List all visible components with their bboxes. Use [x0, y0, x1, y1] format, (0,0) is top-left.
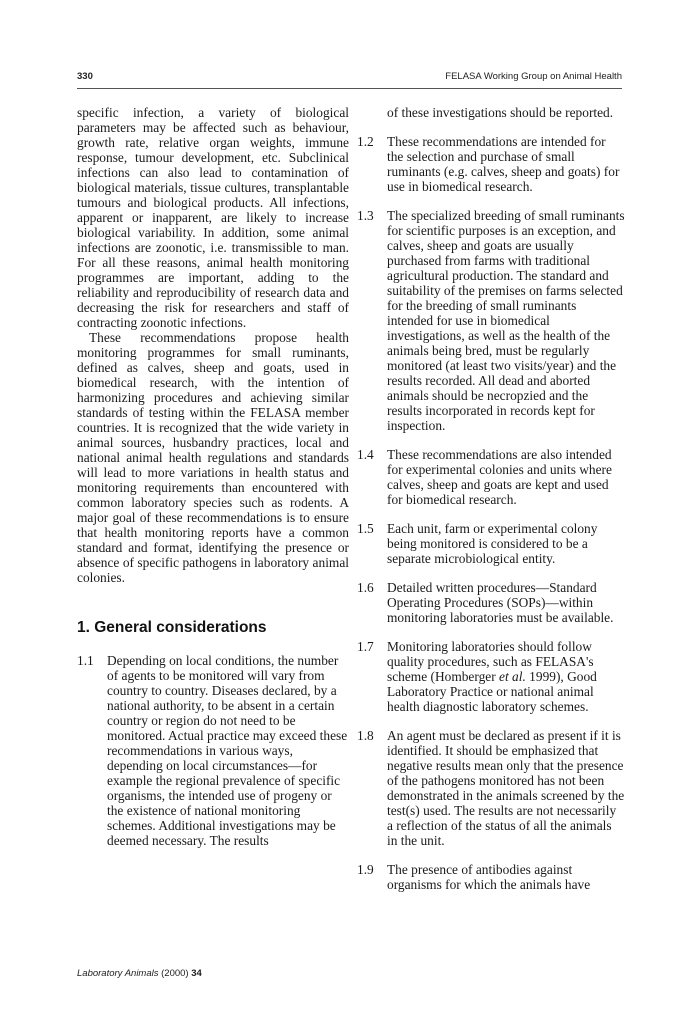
journal-name: Laboratory Animals: [77, 968, 159, 979]
item-number: 1.8: [357, 728, 374, 743]
item-text: The specialized breeding of small ruminants for scientific purposes is an exception, and calves, sheep and goats are usually purchased from farms with traditional agricultural production. The standard and suitability of the premises on farms selected for the breeding of small ruminants intended for use in biomedical investigations, as well as the health of the animals being bred, must be regularly monitored (at least two visits/year) and the results recorded. All dead and aborted animals should be necropzied and the results incorporated in records kept for inspection.: [387, 208, 625, 433]
list-item: [357, 521, 625, 566]
item-text: These recommendations are intended for the selection and purchase of small ruminants (e.g. calves, sheep and goats) for use in biomedical research.: [387, 134, 620, 194]
item-text: Depending on local conditions, the number of agents to be monitored will vary from country to country. Diseases declared, by a national authority, to be absent in a certain country or region do not need to be monitored. Actual practice may exceed these recommendations in various ways, depending on local circumstances—for example the regional prevalence of specific organisms, the intended use of progeny or the existence of national monitoring schemes. Additional investigations may be deemed necessary. The results: [107, 653, 348, 848]
item-text: Detailed written procedures—Standard Operating Procedures (SOPs)—within monitoring laboratories must be available.: [387, 580, 614, 625]
header-rule: [77, 88, 622, 89]
item-text: The presence of antibodies against organisms for which the animals have: [387, 862, 591, 892]
running-title: FELASA Working Group on Animal Health: [445, 71, 622, 82]
journal-year: (2000): [158, 968, 192, 979]
page-header: [77, 71, 622, 87]
section-heading: 1. General considerations: [77, 619, 267, 636]
item-text: An agent must be declared as present if it is identified. It should be emphasized that negative results mean only that the presence of the pathogens monitored has not been demonstrated in the animals screened by the test(s) used. The results are not necessarily a reflection of the status of all the animals in the unit.: [387, 728, 625, 848]
list-item: [357, 728, 625, 848]
item-number: 1.7: [357, 639, 374, 654]
item-text: Each unit, farm or experimental colony being monitored is considered to be a separate microbiological entity.: [387, 521, 598, 566]
list-item: [77, 653, 349, 848]
item-number: 1.4: [357, 447, 374, 462]
item-number: 1.9: [357, 862, 374, 877]
item-text: These recommendations are also intended for experimental colonies and units where calves, sheep and goats are kept and used for biomedical research.: [387, 447, 612, 507]
item-number: 1.3: [357, 208, 374, 223]
page-number: 330: [77, 71, 93, 82]
left-column: [77, 105, 349, 848]
list-item: [357, 580, 625, 625]
list-item: [357, 639, 625, 714]
page-footer: [77, 968, 202, 979]
list-item: [357, 862, 625, 892]
intro-paragraph-1: specific infection, a variety of biological parameters may be affected such as behaviour, growth rate, relative organ weights, immune response, tumour development, etc. Subclinical infections can also lead to contamination of biological materials, tissue cultures, transplantable tumours and biological products. All infections, apparent or inapparent, are likely to increase biological variability. In addition, some animal infections are zoonotic, i.e. transmissible to man. For all these reasons, animal health monitoring programmes are important, adding to the reliability and reproducibility of research data and decreasing the risk for researchers and staff of contracting zoonotic infections.: [77, 105, 349, 330]
item-number: 1.5: [357, 521, 374, 536]
item-number: 1.2: [357, 134, 374, 149]
intro-paragraph-2: These recommendations propose health monitoring programmes for small ruminants, defined as calves, sheep and goats, used in biomedical research, with the intention of harmonizing procedures and achieving similar standards of testing within the FELASA member countries. It is recognized that the wide variety in animal sources, husbandry practices, local and national animal health regulations and standards will lead to more variations in health status and monitoring requirements than encountered with common laboratory species such as rodents. A major goal of these recommendations is to ensure that health monitoring reports have a common standard and format, identifying the presence or absence of specific pathogens in laboratory animal colonies.: [77, 330, 349, 585]
journal-volume: 34: [191, 968, 202, 979]
item-text: of these investigations should be reported.: [387, 105, 614, 120]
item-number: 1.1: [77, 653, 94, 668]
list-item: [357, 447, 625, 507]
item-number: 1.6: [357, 580, 374, 595]
list-item: [357, 134, 625, 194]
list-item-continuation: [357, 105, 625, 120]
right-column: [357, 105, 625, 892]
list-item: [357, 208, 625, 433]
item-text: Monitoring laboratories should follow quality procedures, such as FELASA's scheme (Homberger et al. 1999), Good Laboratory Practice or national animal health diagnostic laboratory schemes.: [387, 639, 597, 714]
